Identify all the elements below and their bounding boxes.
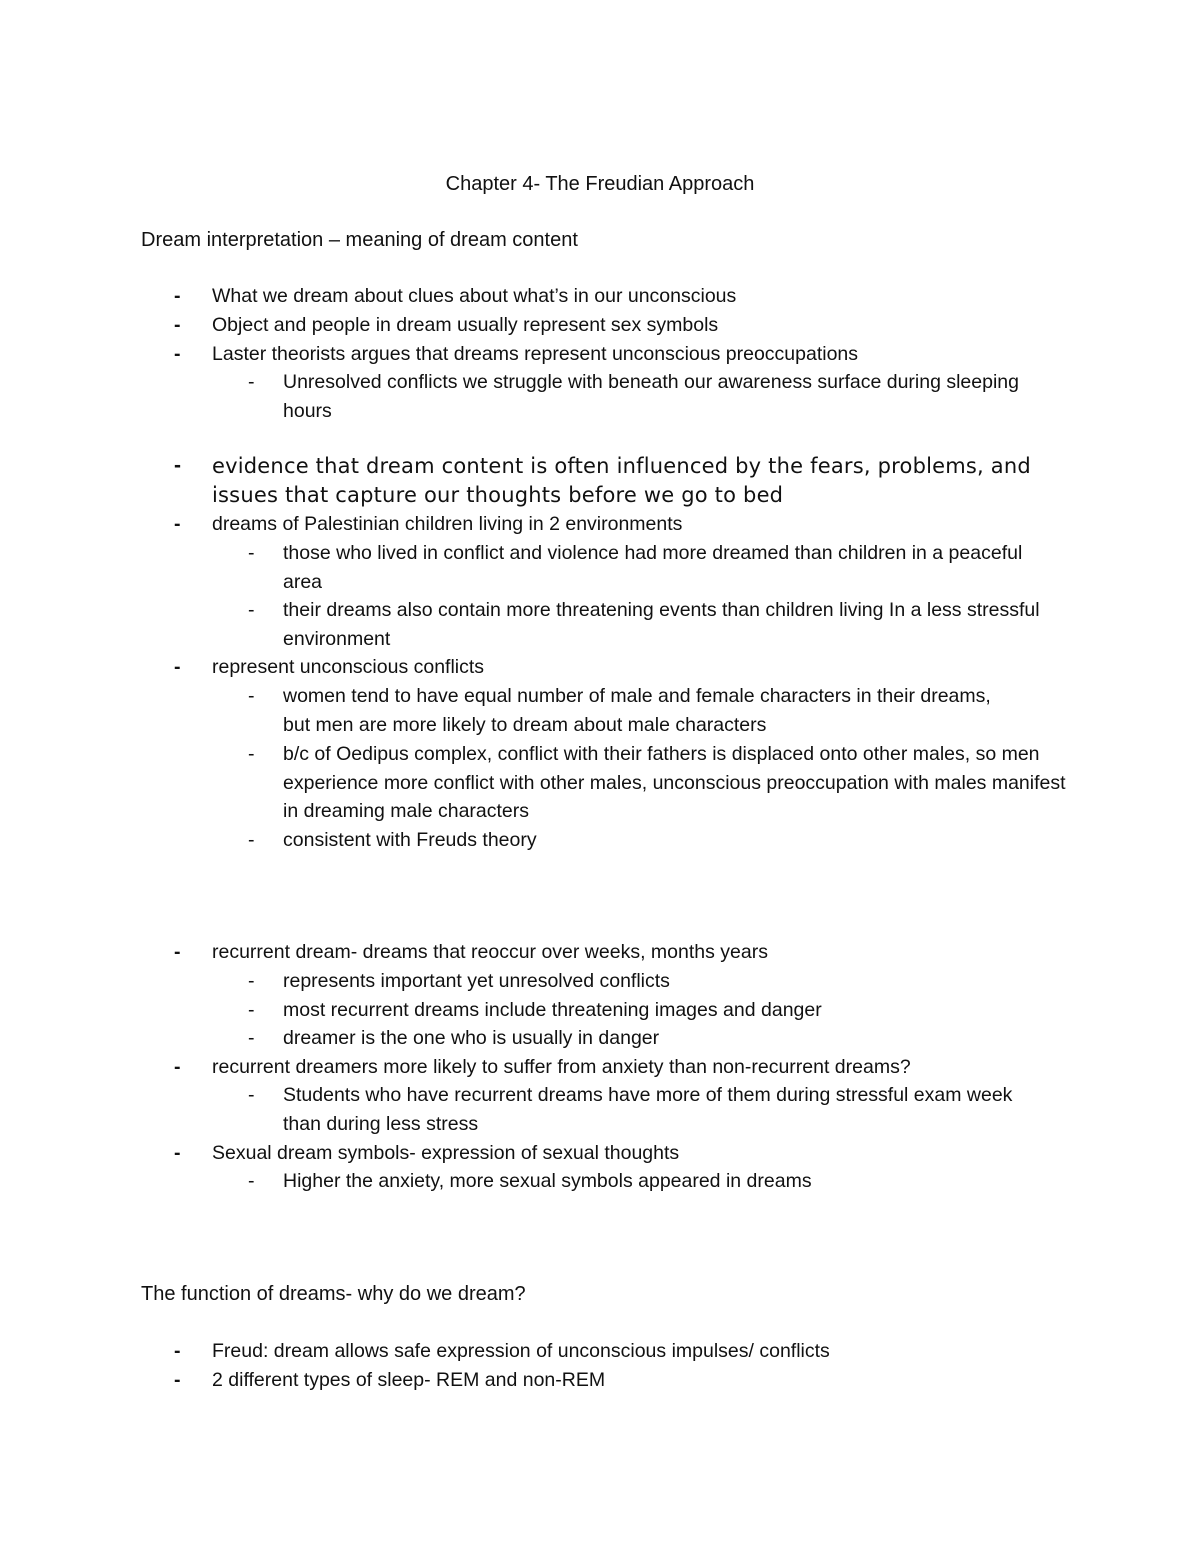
list-item: - Laster theorists argues that dreams represent unconscious preoccupations xyxy=(174,343,859,365)
list-subitem: - Students who have recurrent dreams have more of them during stressful exam week than during less stress xyxy=(248,1084,1013,1135)
list-item: - What we dream about clues about what’s in our unconscious xyxy=(174,285,737,307)
list-subitem: - b/c of Oedipus complex, conflict with their fathers is displaced onto other males, so men experience more conflict with other males, unconscious preoccupation with males manifest in dreaming male characters xyxy=(248,743,1066,823)
list-subitem: - those who lived in conflict and violence had more dreamed than children in a peaceful area xyxy=(248,542,1023,593)
list-subitem: - Higher the anxiety, more sexual symbols appeared in dreams xyxy=(248,1170,812,1192)
list-subitem: - consistent with Freuds theory xyxy=(248,829,537,851)
list-subitem: - represents important yet unresolved conflicts xyxy=(248,970,670,992)
list-subitem: - dreamer is the one who is usually in danger xyxy=(248,1027,660,1049)
list-item: - Sexual dream symbols- expression of sexual thoughts xyxy=(174,1142,680,1164)
list-item: - Object and people in dream usually represent sex symbols xyxy=(174,314,719,336)
list-item: - recurrent dreamers more likely to suffer from anxiety than non-recurrent dreams? xyxy=(174,1056,911,1078)
list-subitem: - most recurrent dreams include threatening images and danger xyxy=(248,999,822,1021)
list-item: - dreams of Palestinian children living in 2 environments xyxy=(174,513,683,535)
page-title: Chapter 4- The Freudian Approach xyxy=(445,173,755,195)
list-subitem: - Unresolved conflicts we struggle with beneath our awareness surface during sleeping hours xyxy=(248,371,1019,422)
list-subitem: - their dreams also contain more threatening events than children living In a less stressful environment xyxy=(248,599,1040,650)
list-item: - represent unconscious conflicts xyxy=(174,656,485,678)
section-heading-function-of-dreams: The function of dreams- why do we dream? xyxy=(141,1283,526,1305)
list-subitem: - women tend to have equal number of male and female characters in their dreams, but men are more likely to dream about male characters xyxy=(248,685,991,736)
section-heading-dream-interpretation: Dream interpretation – meaning of dream content xyxy=(141,229,578,251)
list-item: - 2 different types of sleep- REM and non-REM xyxy=(174,1369,606,1391)
list-item: - evidence that dream content is often influenced by the fears, problems, and issues that capture our thoughts before we go to bed xyxy=(174,454,1031,507)
list-item: - recurrent dream- dreams that reoccur over weeks, months years xyxy=(174,941,768,963)
list-item: - Freud: dream allows safe expression of unconscious impulses/ conflicts xyxy=(174,1340,830,1362)
